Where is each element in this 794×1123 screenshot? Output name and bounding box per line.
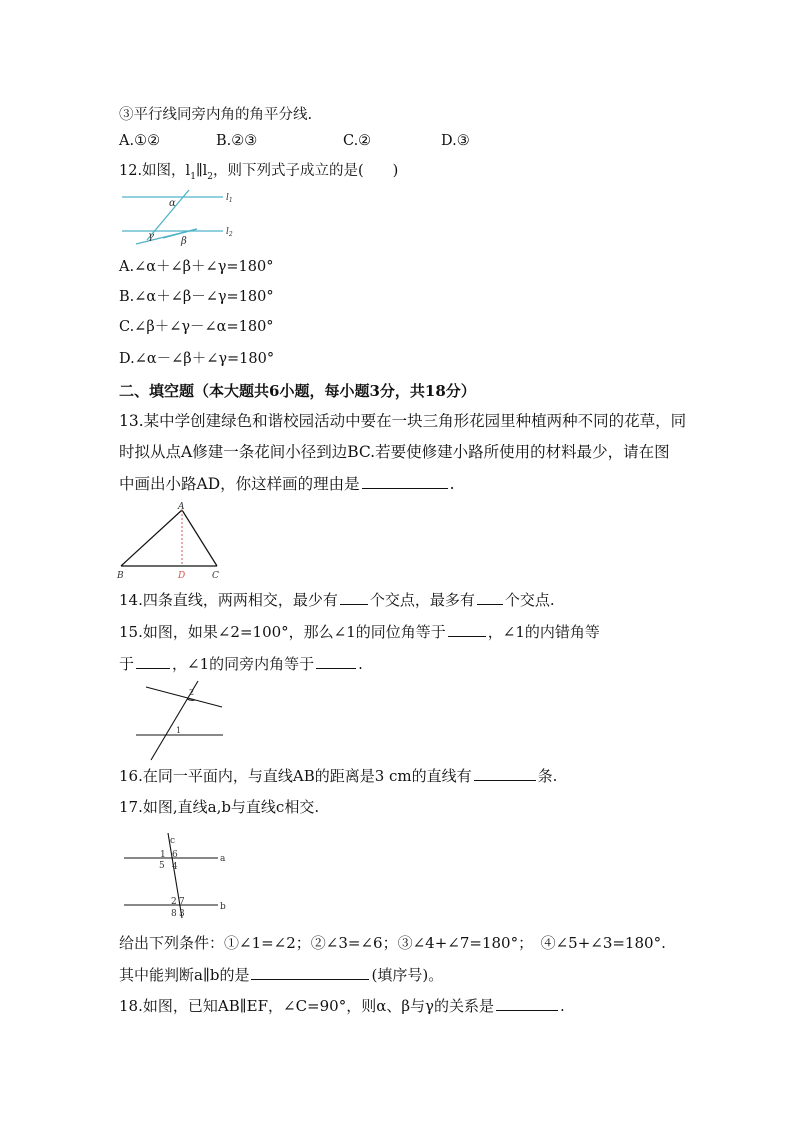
q13-line3-text: 中画出小路AD，你这样画的理由是 [119,475,360,493]
q11-option-b: B.②③ [216,133,258,149]
q14-text-b: 个交点，最多有 [369,591,475,609]
label-c: c [170,836,176,846]
label-angle-2: 2 [189,688,195,697]
q17-answer-text: 其中能判断a∥b的是 [119,966,250,984]
q12-option-a: A.∠α＋∠β＋∠γ=180° [119,259,274,275]
q18 [119,995,565,1016]
label-4: 4 [172,862,178,872]
q15-line1 [119,621,600,642]
label-angle-1: 1 [176,726,182,735]
label-6: 6 [172,850,178,860]
label-l2: $l_2$ [226,227,233,238]
q14-text-a: 14.四条直线，两两相交，最少有 [119,591,338,609]
q15-text-a: 15.如图，如果∠2=100°，那么∠1的同位角等于 [119,623,446,641]
q11-option-c: C.② [343,133,372,149]
q14 [119,589,555,610]
q18-blank[interactable] [496,995,558,1011]
q12-stem-tail: ，则下列式子成立的是( ) [213,163,399,179]
q11-item3: ③平行线同旁内角的角平分线. [119,107,313,123]
label-3: 3 [179,909,185,919]
label-B: B [117,571,124,581]
q13-line2: 时拟从点A修建一条花间小径到边BC.若要使修建小路所使用的材料最少，请在图 [119,443,670,461]
label-2: 2 [171,897,177,907]
label-8: 8 [171,909,177,919]
q14-blank-max[interactable] [477,589,503,605]
q17-blank[interactable] [251,964,369,980]
q15-text-b: ，∠1的内错角等 [487,623,600,641]
label-alpha: α [169,198,176,209]
q17-answer-tail: (填序号)。 [371,966,444,984]
q13-line3 [119,473,455,494]
label-C: C [212,571,219,581]
q12-parallel: ∥l [195,163,208,179]
q17-figure [120,830,230,920]
label-7: 7 [179,897,185,907]
label-gamma: γ [148,231,154,242]
q12-figure [119,188,239,248]
q13-triangle-figure [116,502,226,582]
q12-option-b: B.∠α＋∠β－∠γ=180° [119,289,274,305]
q13-period: . [449,475,455,493]
label-D: D [178,571,186,581]
q12-option-d: D.∠α－∠β＋∠γ=180° [119,351,275,367]
q15-text-d: ，∠1的同旁内角等于 [172,655,315,673]
q17-conditions: 给出下列条件：①∠1=∠2；②∠3=∠6；③∠4+∠7=180°； ④∠5+∠3=180°. [119,934,666,952]
q12-option-c: C.∠β＋∠γ－∠α=180° [119,319,274,335]
q15-text-c: 于 [119,655,135,673]
label-beta: β [181,236,187,247]
label-l1: $l_1$ [226,193,233,204]
q14-blank-min[interactable] [340,589,368,605]
label-A: A [178,502,185,512]
q12-stem [119,161,398,187]
label-a: a [220,854,226,864]
label-1: 1 [160,850,166,860]
q12-sub1: 1 [190,171,196,182]
q13-line1: 13.某中学创建绿色和谐校园活动中要在一块三角形花园里种植两种不同的花草，同 [119,412,687,430]
q13-answer-blank[interactable] [362,473,448,489]
label-b: b [220,902,226,912]
q16-text-b: 条. [537,767,558,785]
q15-blank-interior[interactable] [316,653,356,669]
q15-figure [133,680,233,762]
section-2-heading: 二、填空题（本大题共6小题，每小题3分，共18分） [119,382,476,400]
q14-text-c: 个交点. [504,591,555,609]
q17-stem: 17.如图,直线a,b与直线c相交. [119,798,320,816]
q15-blank-corresponding[interactable] [448,621,486,637]
q16 [119,765,557,786]
q18-text: 18.如图，已知AB∥EF，∠C=90°，则α、β与γ的关系是 [119,997,494,1015]
q16-blank[interactable] [474,765,536,781]
q17-answer [119,964,443,985]
q12-stem-text: 12.如图，l [119,163,191,179]
q15-period: . [358,655,363,673]
q12-sub2: 2 [207,171,214,182]
q16-text-a: 16.在同一平面内，与直线AB的距离是3 cm的直线有 [119,767,472,785]
q15-line2 [119,653,363,674]
q11-option-d: D.③ [441,133,470,149]
q18-period: . [559,997,565,1015]
q11-option-a: A.①② [119,133,161,149]
label-5: 5 [159,861,165,871]
q15-blank-alternate[interactable] [136,653,170,669]
